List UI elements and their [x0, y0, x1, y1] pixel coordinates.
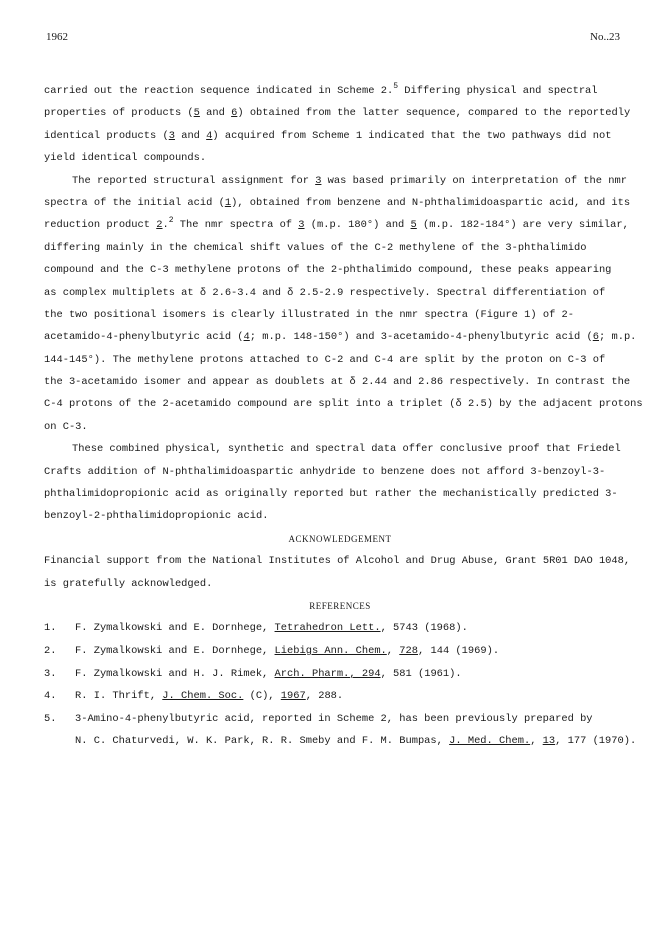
text-line: differing mainly in the chemical shift values of the C-2 methylene of the 3-phthalimido	[44, 241, 587, 254]
compound-ref: 6	[592, 331, 599, 344]
text-run: 3-Amino-4-phenylbutyric acid, reported in Scheme 2, has been previously prepared by	[75, 712, 593, 725]
text-run: acetamido-4-phenylbutyric acid (	[44, 331, 244, 344]
text-run: identical products (	[44, 129, 169, 142]
article-body	[44, 80, 643, 753]
compound-ref: 3	[315, 174, 322, 187]
text-run: (m.p. 180°) and	[304, 219, 411, 232]
text-run: F. Zymalkowski and H. J. Rimek,	[75, 667, 275, 680]
text-run: (C),	[243, 690, 281, 703]
text-run: The nmr spectra of	[173, 219, 299, 232]
text-run: F. Zymalkowski and E. Dornhege,	[75, 622, 275, 635]
text-run: .	[162, 219, 169, 232]
reference-number: 2.	[44, 644, 57, 657]
volume: 1967	[280, 690, 306, 703]
text-run: properties of products (	[44, 107, 194, 120]
references-heading: REFERENCES	[309, 600, 371, 611]
journal-name: J. Chem. Soc.	[162, 690, 244, 703]
text-run: N. C. Chaturvedi, W. K. Park, R. R. Smeby and F. M. Bumpas,	[75, 735, 450, 748]
paragraph-2	[44, 170, 643, 439]
page-year: 1962	[46, 31, 68, 43]
paragraph-1	[44, 80, 636, 170]
compound-ref: 4	[243, 331, 250, 344]
reference-item	[44, 640, 636, 663]
journal-name: J. Med. Chem.	[449, 735, 531, 748]
text-line	[44, 170, 636, 192]
journal-name: Liebigs Ann. Chem.	[274, 644, 387, 657]
text-run: ,	[386, 644, 400, 657]
text-run: , 177 (1970).	[555, 735, 637, 748]
compound-ref: 1	[224, 196, 232, 209]
reference-item	[44, 663, 636, 686]
compound-ref: 5	[410, 219, 417, 232]
text-line: as complex multiplets at δ 2.6-3.4 and δ 2.5-2.9 respectively. Spectral differentiation of	[44, 286, 606, 299]
text-run: , 288.	[305, 690, 344, 703]
text-run: spectra of the initial acid (	[44, 196, 225, 209]
text-line	[44, 192, 636, 214]
text-run: ; m.p.	[599, 331, 637, 344]
text-line: Financial support from the National Institutes of Alcohol and Drug Abuse, Grant 5R01 DAO 1048,	[44, 555, 631, 568]
text-line: on C-3.	[44, 420, 88, 433]
volume: 728	[399, 644, 418, 657]
paragraph-3	[44, 438, 636, 528]
text-line: Crafts addition of N-phthalimidoaspartic anhydride to benzene does not afford 3-benzoyl-3-	[44, 465, 606, 478]
text-run: ), obtained from benzene and N-phthalimidoaspartic acid, and its	[231, 196, 631, 209]
text-run: and	[199, 107, 232, 120]
text-line	[44, 80, 636, 102]
reference-item	[44, 708, 636, 731]
text-line: C-4 protons of the 2-acetamido compound are split into a triplet (δ 2.5) by the adjacent protons	[44, 398, 643, 411]
text-run: The reported structural assignment for	[72, 174, 316, 187]
text-run: (m.p. 182-184°) are very similar,	[416, 219, 629, 232]
text-line: the 3-acetamido isomer and appear as doublets at δ 2.44 and 2.86 respectively. In contrast the	[44, 376, 631, 389]
text-run: Differing physical and spectral	[398, 85, 598, 97]
volume: 13	[542, 735, 556, 748]
text-run: ) acquired from Scheme 1 indicated that the two pathways did not	[212, 129, 612, 142]
compound-ref: 3	[298, 219, 305, 232]
text-line	[44, 125, 636, 147]
text-line	[44, 214, 636, 236]
text-run: , 5743 (1968).	[380, 622, 468, 635]
reference-number: 1.	[44, 622, 57, 635]
text-run: F. Zymalkowski and E. Dornhege,	[75, 644, 275, 657]
text-run: carried out the reaction sequence indicated in Scheme 2.	[44, 85, 394, 97]
text-run: was based primarily on interpretation of the nmr	[321, 174, 627, 187]
journal-name: Tetrahedron Lett.	[274, 622, 381, 635]
text-line: yield identical compounds.	[44, 152, 207, 165]
reference-number: 3.	[44, 667, 57, 680]
text-line: 144-145°). The methylene protons attached to C-2 and C-4 are split by the proton on C-3 of	[44, 353, 606, 366]
text-run: R. I. Thrift,	[75, 690, 163, 703]
reference-item	[44, 617, 636, 640]
text-line: compound and the C-3 methylene protons of the 2-phthalimido compound, these peaks appearing	[44, 264, 612, 277]
text-line: the two positional isomers is clearly illustrated in the nmr spectra (Figure 1) of 2-	[44, 308, 575, 321]
reference-continuation	[44, 730, 636, 753]
compound-ref: 4	[206, 129, 213, 142]
text-line: These combined physical, synthetic and spectral data offer conclusive proof that Friedel	[72, 443, 621, 456]
compound-ref: 2	[156, 219, 163, 232]
text-line: is gratefully acknowledged.	[44, 577, 213, 590]
text-line: benzoyl-2-phthalimidopropionic acid.	[44, 510, 269, 523]
reference-number: 5.	[44, 712, 57, 725]
text-run: ; m.p. 148-150°) and 3-acetamido-4-phenylbutyric acid (	[249, 331, 593, 344]
footnote-ref: 5	[393, 82, 398, 91]
text-line	[44, 326, 636, 348]
text-line	[44, 102, 636, 124]
text-run: and	[174, 129, 207, 142]
issue-number: No..23	[590, 31, 620, 43]
reference-item	[44, 685, 636, 708]
acknowledgement-heading: ACKNOWLEDGEMENT	[288, 533, 392, 544]
compound-ref: 5	[193, 107, 200, 120]
text-run: reduction product	[44, 219, 157, 232]
text-run: ,	[530, 735, 543, 748]
compound-ref: 3	[168, 129, 175, 142]
text-run: , 144 (1969).	[418, 644, 500, 657]
compound-ref: 6	[231, 107, 238, 120]
footnote-ref: 2	[168, 216, 174, 226]
text-run: ) obtained from the latter sequence, compared to the reportedly	[237, 107, 631, 120]
acknowledgement-section	[44, 528, 636, 595]
reference-number: 4.	[44, 690, 57, 703]
text-run: , 581 (1961).	[380, 667, 462, 680]
references-section	[44, 595, 636, 753]
text-line: phthalimidopropionic acid as originally reported but rather the mechanistically predicted 3-	[44, 488, 618, 501]
journal-name: Arch. Pharm., 294	[274, 667, 381, 680]
